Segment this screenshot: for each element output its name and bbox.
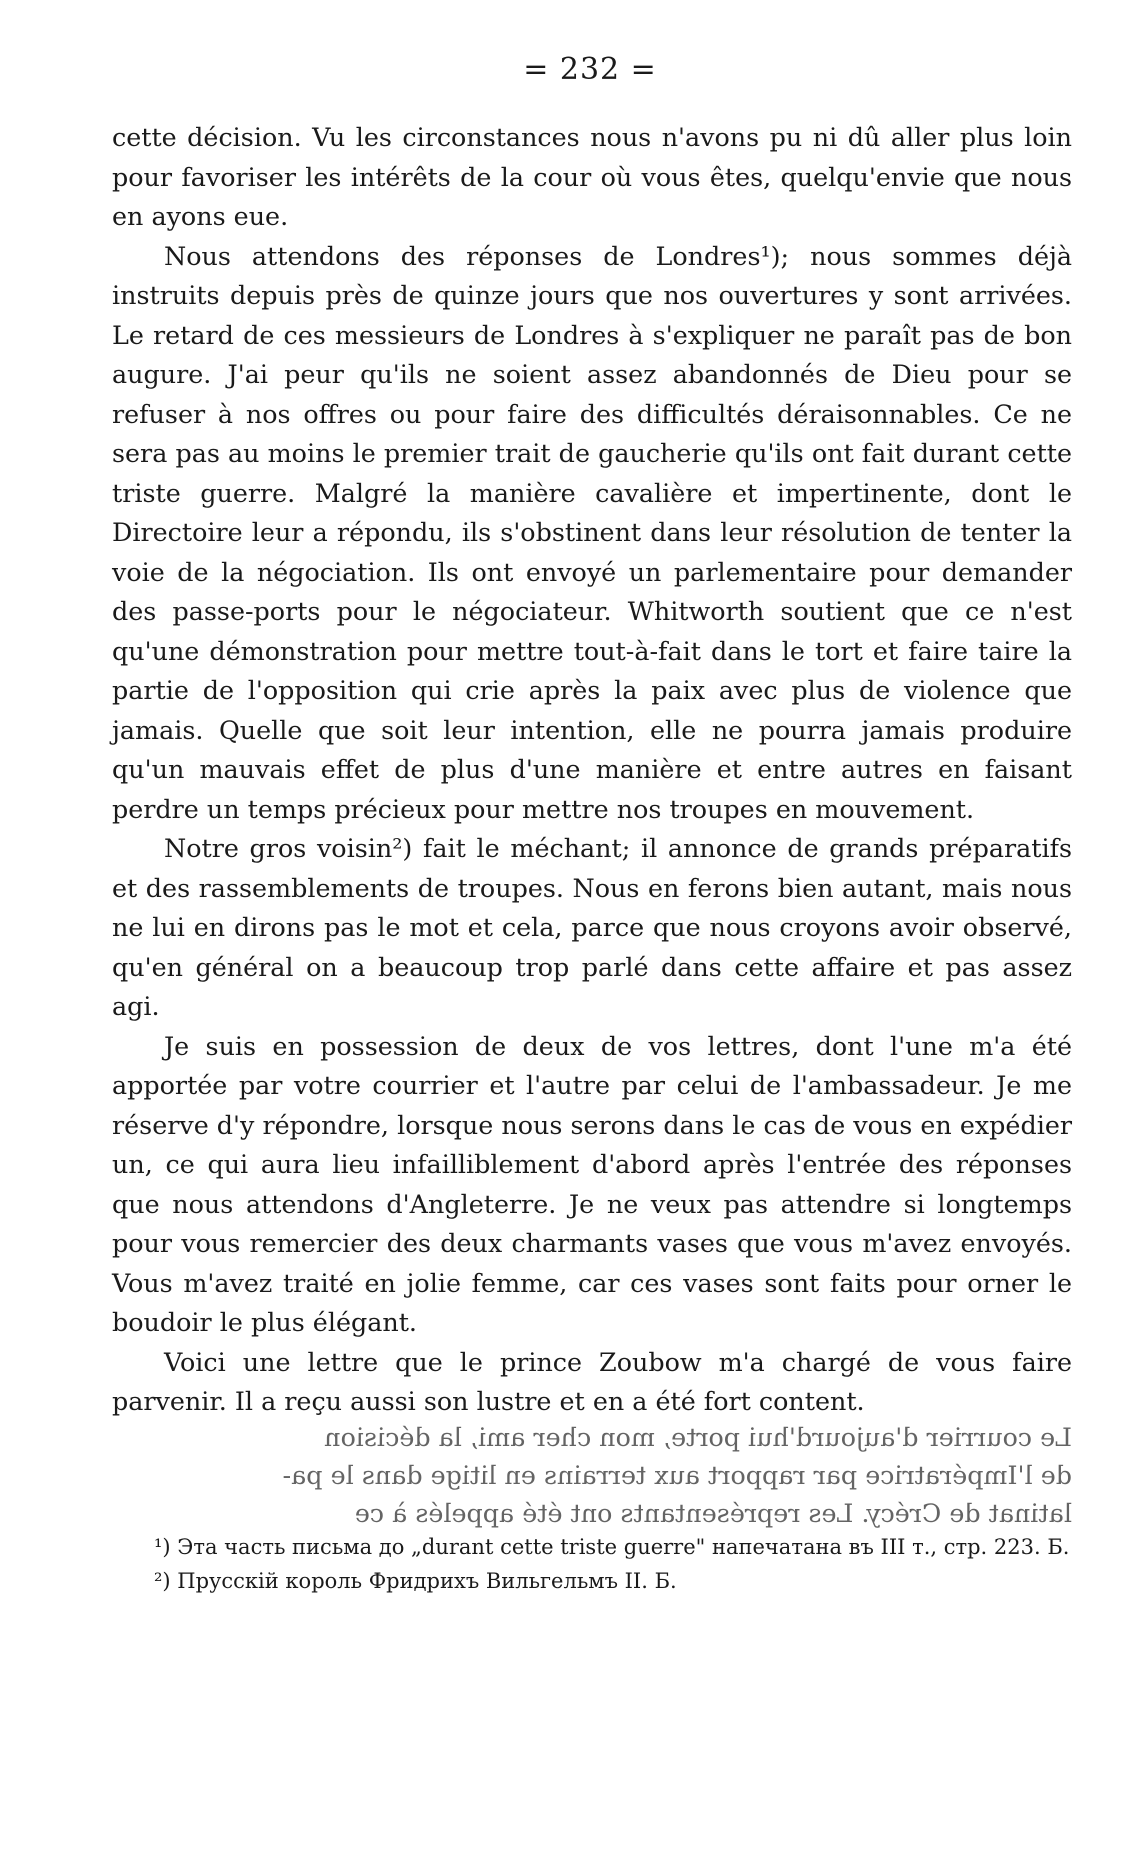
footnote-1: ¹) Эта часть письма до „durant cette triste guerre" напечатана въ III т., стр. 223. Б. (154, 1535, 1070, 1559)
footnote-2: ²) Прусскій король Фридрихъ Вильгельмъ II. Б. (154, 1569, 677, 1593)
paragraph: Je suis en possession de deux de vos lettres, dont l'une m'a été apportée par votre courrier et l'autre par celui de l'ambassadeur. Je me réserve d'y répondre, lorsque nous serons dans le cas de vous en expédier un, ce qui aura lieu infailliblement d'abord après l'entrée des réponses que nous attendons d'Angleterre. Je ne veux pas attendre si longtemps pour vous remercier des deux charmants vases que vous m'avez envoyés. Vous m'avez traité en jolie femme, car ces vases sont faits pour orner le boudoir le plus élégant. (112, 1030, 1072, 1337)
paragraph: Notre gros voisin²) fait le méchant; il annonce de grands préparatifs et des rassemblements de troupes. Nous en ferons bien autant, mais nous ne lui en dirons pas le mot et cela, parce que nous croyons avoir observé, qu'en général on a beaucoup trop parlé dans cette affaire et pas assez agi. (112, 833, 1072, 1021)
bleed-through-text (112, 1418, 1072, 1532)
bleed-line: Le courrier d'aujourd'hui porte, mon cher ami, la décision (324, 1422, 1072, 1452)
bleed-line: latinat de Crécy. Les représentants ont été appelés à ce (354, 1498, 1072, 1528)
paragraph: cette décision. Vu les circonstances nous n'avons pu ni dû aller plus loin pour favoriser les intérêts de la cour où vous êtes, quelqu'envie que nous en ayons eue. (112, 122, 1072, 231)
bleed-line: de l'Impératrice par rapport aux terrains en litige dans le pa- (282, 1460, 1072, 1490)
page-number: = 232 = (523, 52, 657, 87)
body-text (112, 118, 1072, 1422)
footnotes (112, 1530, 1072, 1598)
paragraph: Voici une lettre que le prince Zoubow m'a chargé de vous faire parvenir. Il a reçu aussi son lustre et en a été fort content. (112, 1346, 1072, 1416)
paragraph: Nous attendons des réponses de Londres¹); nous sommes déjà instruits depuis près de quinze jours que nos ouvertures y sont arrivées. Le retard de ces messieurs de Londres à s'expliquer ne paraît pas de bon augure. J'ai peur qu'ils ne soient assez abandonnés de Dieu pour se refuser à nos offres ou pour faire des difficultés déraisonnables. Ce ne sera pas au moins le premier trait de gaucherie qu'ils ont fait durant cette triste guerre. Malgré la manière cavalière et impertinente, dont le Directoire leur a répondu, ils s'obstinent dans leur résolution de tenter la voie de la négociation. Ils ont envoyé un parlementaire pour demander des passe-ports pour le négociateur. Whitworth soutient que ce n'est qu'une démonstration pour mettre tout-à-fait dans le tort et faire taire la partie de l'opposition qui crie après la paix avec plus de violence que jamais. Quelle que soit leur intention, elle ne pourra jamais produire qu'un mauvais effet de plus d'une manière et entre autres en faisant perdre un temps précieux pour mettre nos troupes en mouvement. (112, 240, 1072, 824)
